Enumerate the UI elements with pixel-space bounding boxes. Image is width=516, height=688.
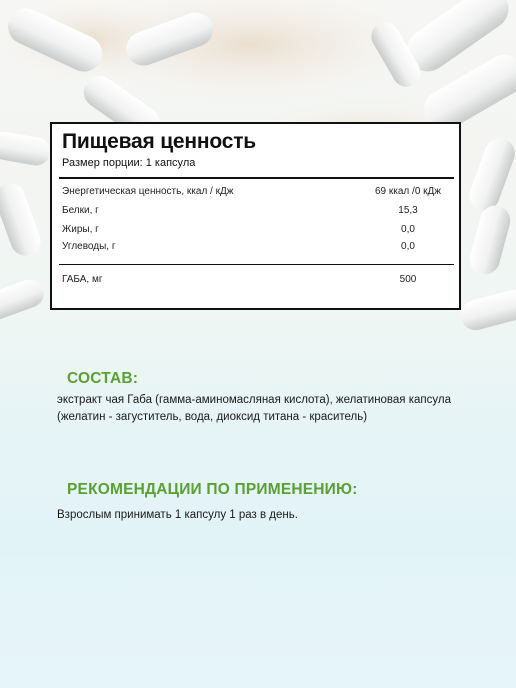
row-value: 0,0 xyxy=(401,241,415,252)
composition-section xyxy=(57,370,487,426)
nutrition-title: Пищевая ценность xyxy=(62,130,256,153)
divider-thin xyxy=(59,264,454,265)
divider-thick xyxy=(59,177,454,179)
serving-size: Размер порции: 1 капсула xyxy=(62,157,196,169)
row-label: ГАБА, мг xyxy=(62,274,103,285)
nutrition-row-carbs xyxy=(62,241,452,255)
usage-section xyxy=(57,481,487,524)
row-value: 15,3 xyxy=(398,205,418,216)
composition-text: экстракт чая Габа (гамма-аминомасляная кислота), желатиновая капсула (желатин - загуститель, вода, диоксид титана - краситель) xyxy=(57,394,451,423)
row-label: Жиры, г xyxy=(62,224,99,235)
nutrition-row-protein xyxy=(62,205,452,219)
nutrition-row-fat xyxy=(62,224,452,238)
composition-heading: СОСТАВ: xyxy=(67,370,139,387)
row-value: 0,0 xyxy=(401,224,415,235)
nutrition-row-energy xyxy=(62,186,452,200)
row-label: Белки, г xyxy=(62,205,99,216)
nutrition-facts-panel xyxy=(50,122,461,310)
row-label: Углеводы, г xyxy=(62,241,116,252)
nutrition-row-gaba xyxy=(62,274,452,288)
row-value: 69 ккал /0 кДж xyxy=(374,186,442,197)
usage-text: Взрослым принимать 1 капсулу 1 раз в день. xyxy=(57,509,298,521)
row-label: Энергетическая ценность, ккал / кДж xyxy=(62,186,234,197)
row-value: 500 xyxy=(399,274,417,285)
usage-heading: РЕКОМЕНДАЦИИ ПО ПРИМЕНЕНИЮ: xyxy=(67,481,358,498)
